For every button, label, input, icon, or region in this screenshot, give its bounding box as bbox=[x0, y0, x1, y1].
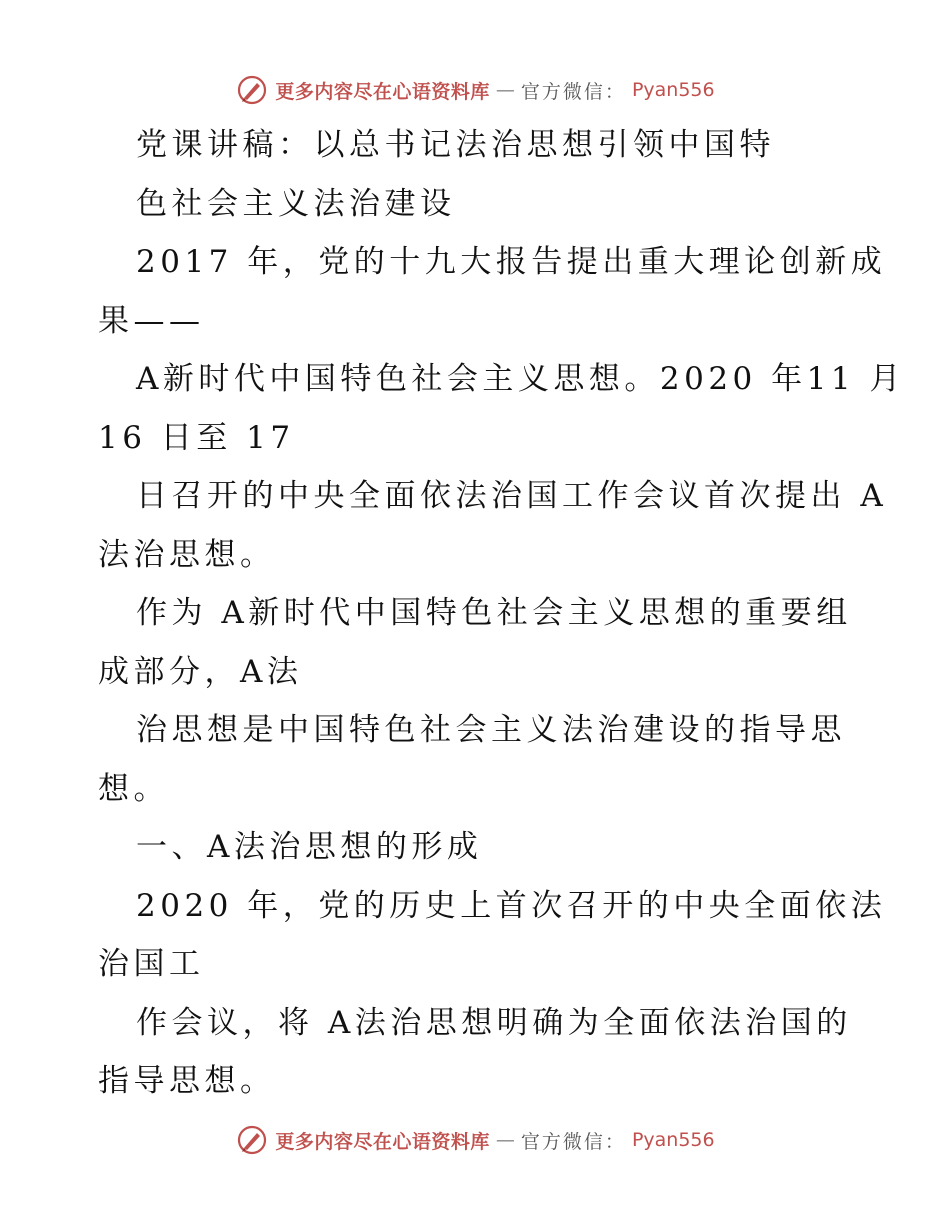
section-heading: 一、A法治思想的形成 bbox=[136, 829, 483, 865]
paragraph-line: 治思想是中国特色社会主义法治建设的指导思 bbox=[136, 712, 846, 748]
watermark-title: 更多内容尽在心语资料库 bbox=[275, 1130, 490, 1153]
paragraph-line: 治国工 bbox=[98, 946, 205, 982]
document-title-line-1: 党课讲稿：以总书记法治思想引领中国特 bbox=[136, 127, 775, 163]
watermark-official-label: 官方微信： bbox=[520, 1130, 626, 1153]
watermark-dash: — bbox=[495, 1129, 515, 1151]
paragraph-line: 作会议，将 A法治思想明确为全面依法治国的 bbox=[136, 1004, 852, 1041]
pen-logo-icon bbox=[235, 1123, 269, 1157]
paragraph-line: 果—— bbox=[98, 302, 205, 339]
paragraph-line: 成部分，A法 bbox=[98, 653, 303, 690]
paragraph-line: A新时代中国特色社会主义思想。2020 年11 月 bbox=[136, 361, 905, 397]
paragraph-line: 2017 年，党的十九大报告提出重大理论创新成 bbox=[136, 244, 887, 280]
paragraph-line: 2020 年，党的历史上首次召开的中央全面依法 bbox=[136, 887, 887, 924]
pen-logo-icon bbox=[235, 73, 269, 107]
paragraph-line: 指导思想。 bbox=[98, 1063, 276, 1099]
watermark-dash: — bbox=[495, 79, 515, 101]
paragraph-line: 日召开的中央全面依法治国工作会议首次提出 A bbox=[136, 478, 888, 514]
watermark-header bbox=[0, 70, 950, 110]
document-body bbox=[98, 116, 905, 1111]
paragraph-line: 想。 bbox=[98, 770, 169, 807]
paragraph-line: 法治思想。 bbox=[98, 536, 276, 573]
watermark-wechat-id: Pyan556 bbox=[631, 1129, 715, 1151]
paragraph-line: 16 日至 17 bbox=[98, 419, 295, 456]
document-title-line-2: 色社会主义法治建设 bbox=[136, 185, 456, 222]
watermark-footer bbox=[0, 1120, 950, 1160]
paragraph-line: 作为 A新时代中国特色社会主义思想的重要组 bbox=[136, 595, 852, 631]
watermark-wechat-id: Pyan556 bbox=[631, 79, 715, 101]
watermark-official-label: 官方微信： bbox=[520, 80, 626, 103]
watermark-title: 更多内容尽在心语资料库 bbox=[275, 80, 490, 103]
